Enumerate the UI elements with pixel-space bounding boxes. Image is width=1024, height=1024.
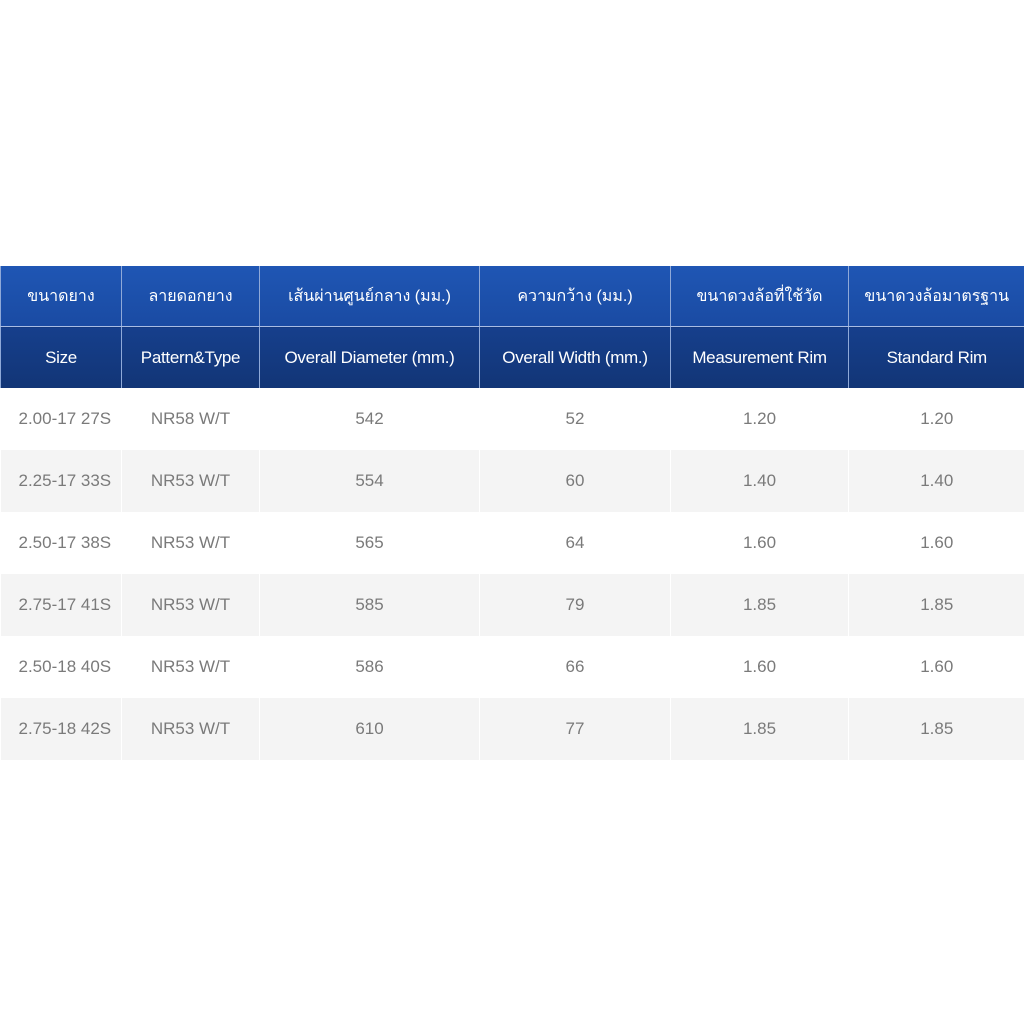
header-measurement-rim-thai: ขนาดวงล้อที่ใช้วัด [671,266,849,327]
header-row-english [1,327,1024,389]
header-pattern-thai: ลายดอกยาง [122,266,260,327]
cell-standard-rim: 1.60 [849,636,1024,698]
cell-width: 79 [480,574,671,636]
cell-pattern: NR53 W/T [122,698,260,760]
cell-width: 60 [480,450,671,512]
cell-diameter: 610 [260,698,480,760]
cell-pattern: NR53 W/T [122,450,260,512]
table-row [1,574,1024,636]
table-row [1,698,1024,760]
cell-pattern: NR58 W/T [122,388,260,450]
cell-width: 77 [480,698,671,760]
header-standard-rim-thai: ขนาดวงล้อมาตรฐาน [849,266,1024,327]
cell-diameter: 586 [260,636,480,698]
cell-standard-rim: 1.85 [849,698,1024,760]
table-row [1,450,1024,512]
header-size: Size [1,327,122,389]
cell-diameter: 542 [260,388,480,450]
cell-diameter: 565 [260,512,480,574]
cell-measurement-rim: 1.40 [671,450,849,512]
table-header [1,266,1024,388]
tire-spec-table [0,266,1024,760]
header-diameter: Overall Diameter (mm.) [260,327,480,389]
header-width-thai: ความกว้าง (มม.) [480,266,671,327]
cell-standard-rim: 1.60 [849,512,1024,574]
cell-pattern: NR53 W/T [122,636,260,698]
cell-size: 2.00-17 27S [1,388,122,450]
cell-width: 66 [480,636,671,698]
cell-width: 52 [480,388,671,450]
header-standard-rim: Standard Rim [849,327,1024,389]
cell-diameter: 585 [260,574,480,636]
header-measurement-rim: Measurement Rim [671,327,849,389]
header-pattern: Pattern&Type [122,327,260,389]
cell-measurement-rim: 1.85 [671,698,849,760]
cell-pattern: NR53 W/T [122,512,260,574]
cell-diameter: 554 [260,450,480,512]
header-size-thai: ขนาดยาง [1,266,122,327]
cell-measurement-rim: 1.20 [671,388,849,450]
cell-measurement-rim: 1.60 [671,512,849,574]
cell-size: 2.50-18 40S [1,636,122,698]
header-diameter-thai: เส้นผ่านศูนย์กลาง (มม.) [260,266,480,327]
cell-width: 64 [480,512,671,574]
cell-pattern: NR53 W/T [122,574,260,636]
cell-size: 2.25-17 33S [1,450,122,512]
cell-measurement-rim: 1.85 [671,574,849,636]
cell-measurement-rim: 1.60 [671,636,849,698]
cell-size: 2.50-17 38S [1,512,122,574]
cell-standard-rim: 1.40 [849,450,1024,512]
cell-standard-rim: 1.85 [849,574,1024,636]
table-row [1,512,1024,574]
cell-standard-rim: 1.20 [849,388,1024,450]
table-row [1,388,1024,450]
table-body [1,388,1024,760]
table-row [1,636,1024,698]
header-row-thai [1,266,1024,327]
cell-size: 2.75-18 42S [1,698,122,760]
cell-size: 2.75-17 41S [1,574,122,636]
header-width: Overall Width (mm.) [480,327,671,389]
